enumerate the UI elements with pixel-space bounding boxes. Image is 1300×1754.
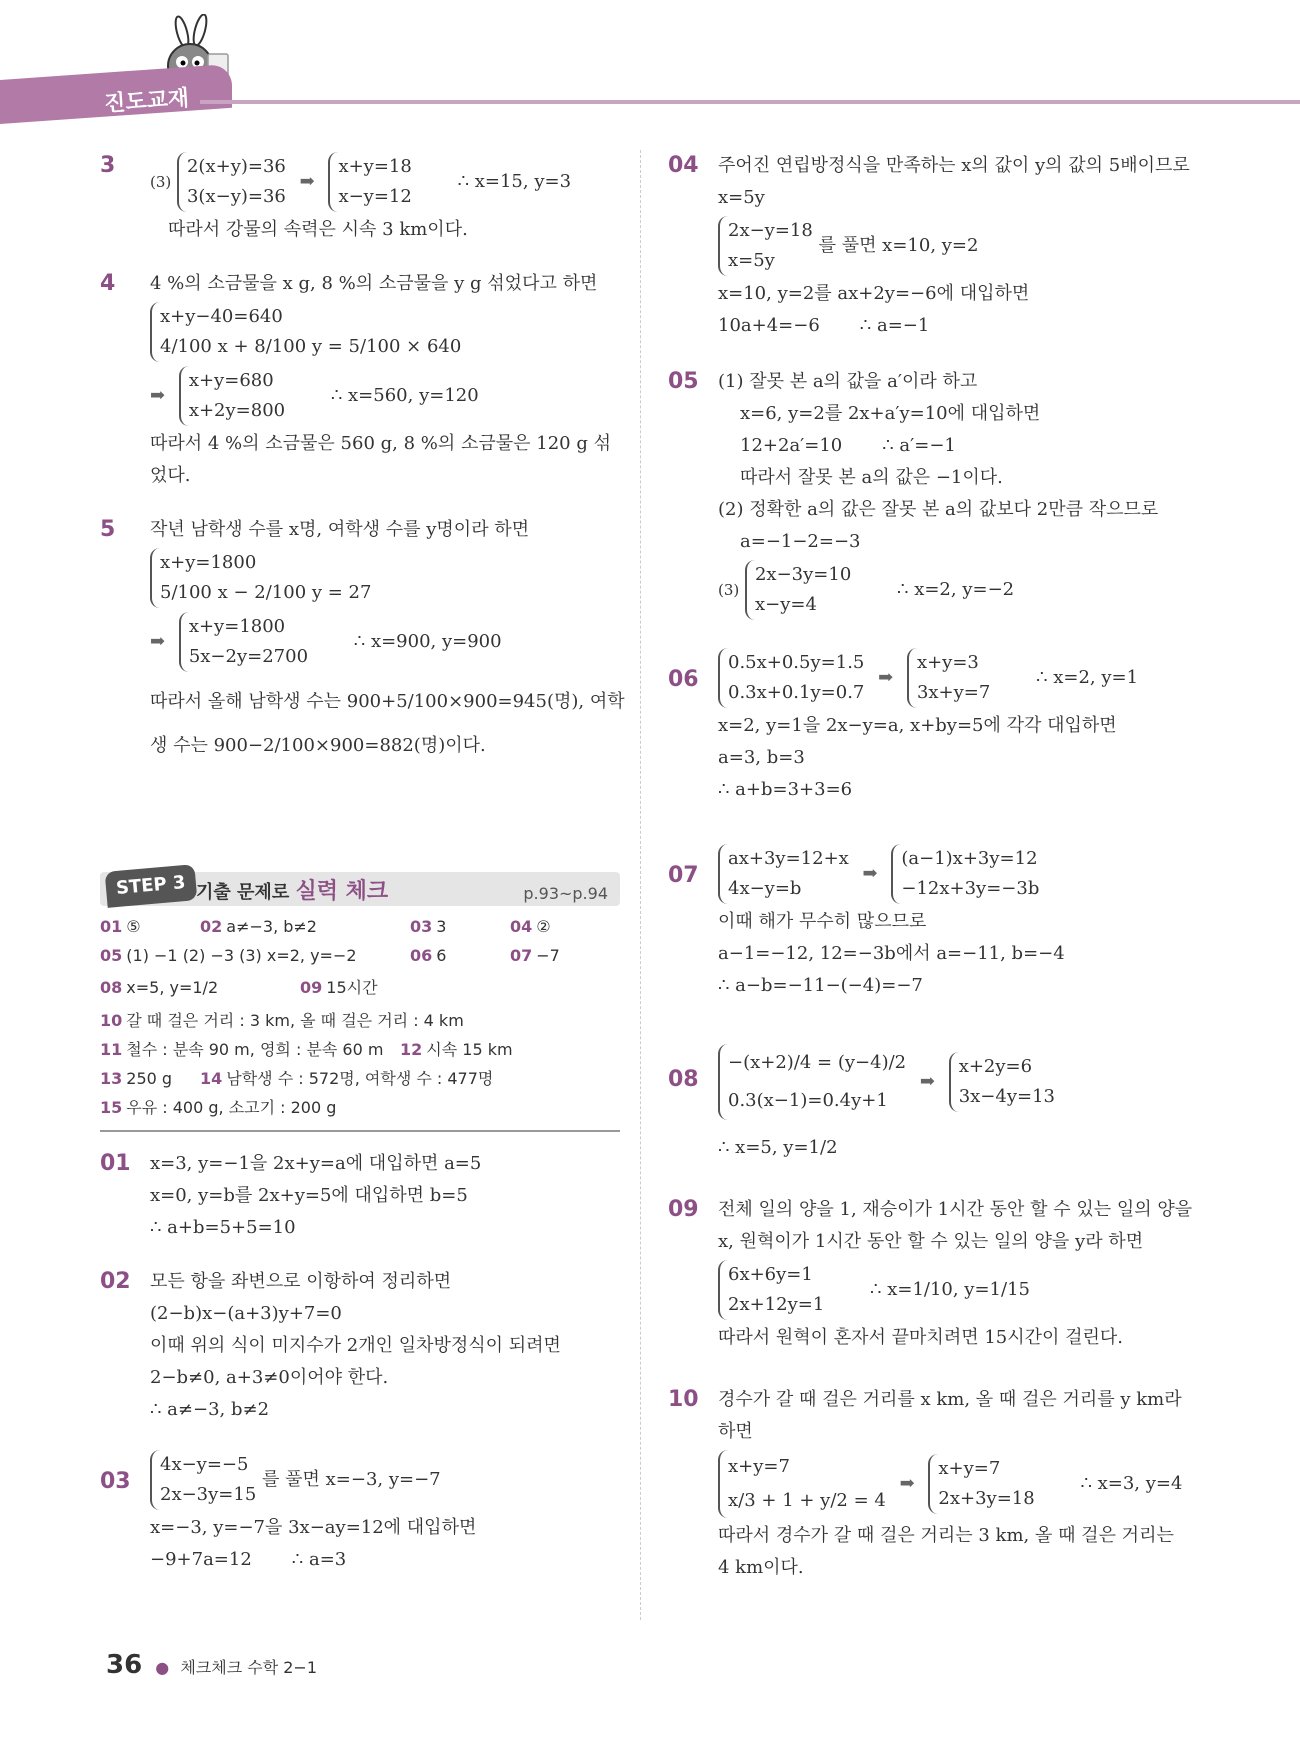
solution-line: 모든 항을 좌변으로 이항하여 정리하면 — [150, 1271, 452, 1292]
answer-value: x=5, y=1/2 — [126, 978, 219, 997]
solution-line: a−1=−12, 12=−3b에서 a=−11, b=−4 — [718, 943, 1065, 964]
answer-number: 01 — [100, 917, 123, 936]
left-column — [100, 150, 625, 1598]
equation: 5x−2y=2700 — [188, 646, 309, 667]
header-title: 진도교재 — [103, 86, 190, 117]
problem-number: 08 — [668, 1067, 699, 1092]
column-divider — [640, 150, 642, 1620]
step3-title — [196, 876, 388, 909]
equation-system — [718, 216, 813, 276]
answer-value: (1) −1 (2) −3 (3) x=2, y=−2 — [126, 946, 357, 965]
answer-value: 3 — [436, 917, 447, 936]
equation: x/3 + 1 + y/2 = 4 — [728, 1490, 886, 1511]
step3-title-highlight: 실력 체크 — [295, 879, 389, 904]
solution-line: x=5y — [718, 187, 765, 208]
arrow-right-icon: ➡ — [150, 631, 166, 652]
solution-line: 10a+4=−6 — [718, 315, 820, 336]
solution-line: (2) 정확한 a의 값은 잘못 본 a의 값보다 2만큼 작으므로 — [718, 499, 1159, 520]
solution-line: ∴ a+b=5+5=10 — [150, 1217, 296, 1238]
equation-system — [179, 366, 285, 426]
result: ∴ x=900, y=900 — [353, 631, 502, 652]
answer-number: 05 — [100, 946, 123, 965]
equation-system — [718, 648, 864, 708]
step3-badge: STEP 3 — [105, 864, 197, 908]
result: ∴ a=−1 — [859, 315, 930, 336]
solution-line: 4 km이다. — [718, 1557, 804, 1578]
equation: 2x−3y=10 — [754, 564, 852, 585]
problem-5 — [100, 514, 625, 762]
problem-number: 05 — [668, 369, 699, 394]
solution-line: 이때 해가 무수히 많으므로 — [718, 911, 927, 932]
book-title: 체크체크 수학 2−1 — [180, 1658, 318, 1677]
page-footer — [106, 1650, 317, 1680]
answer-number: 10 — [100, 1011, 123, 1030]
answer-number: 03 — [410, 917, 433, 936]
conclusion-text: 생 수는 900−2/100×900=882(명)이다. — [150, 735, 486, 756]
problem-number: 04 — [668, 153, 699, 178]
result: ∴ x=3, y=4 — [1080, 1473, 1183, 1494]
arrow-right-icon: ➡ — [899, 1473, 915, 1494]
solution-line: x=−3, y=−7을 3x−ay=12에 대입하면 — [150, 1517, 477, 1538]
result: ∴ x=560, y=120 — [330, 385, 479, 406]
result: ∴ x=15, y=3 — [457, 171, 572, 192]
intro-text: 4 %의 소금물을 x g, 8 %의 소금물을 y g 섞었다고 하면 — [150, 273, 598, 294]
equation: 3x−4y=13 — [958, 1086, 1055, 1107]
equation: 3(x−y)=36 — [186, 186, 286, 207]
result: ∴ x=5, y=1/2 — [718, 1137, 838, 1158]
solution-line: 전체 일의 양을 1, 재승이가 1시간 동안 할 수 있는 일의 양을 — [718, 1199, 1193, 1220]
question-09 — [668, 1194, 1193, 1354]
equation: 2x+3y=18 — [938, 1488, 1035, 1509]
result: ∴ x=2, y=−2 — [897, 579, 1015, 600]
equation: x+y−40=640 — [160, 306, 283, 327]
solution-line: 주어진 연립방정식을 만족하는 x의 값이 y의 값의 5배이므로 — [718, 155, 1190, 176]
conclusion-text: 따라서 4 %의 소금물은 560 g, 8 %의 소금물은 120 g 섞었다. — [150, 433, 611, 486]
question-01 — [100, 1148, 620, 1244]
equation: x−y=12 — [338, 186, 412, 207]
equation: x+y=18 — [338, 156, 412, 177]
equation: 2x−y=18 — [728, 220, 813, 241]
answer-row — [100, 941, 620, 970]
answer-value: 15시간 — [326, 978, 378, 997]
solution-line: ∴ a+b=3+3=6 — [718, 779, 853, 800]
answer-row — [100, 1093, 620, 1122]
equation-system — [179, 612, 308, 672]
page-header — [0, 0, 1300, 130]
equation: x+y=3 — [916, 652, 979, 673]
equation-system — [150, 302, 461, 362]
problem-4 — [100, 268, 620, 492]
intro-text: 작년 남학생 수를 x명, 여학생 수를 y명이라 하면 — [150, 519, 530, 540]
solution-text: 를 풀면 x=10, y=2 — [818, 235, 979, 256]
question-04 — [668, 150, 1188, 342]
question-03 — [100, 1448, 620, 1576]
problem-number: 10 — [668, 1387, 699, 1412]
result: ∴ a=3 — [291, 1549, 347, 1570]
equation: 4/100 x + 8/100 y = 5/100 × 640 — [160, 336, 462, 357]
question-05 — [668, 366, 1188, 622]
solution-line: ∴ a≠−3, b≠2 — [150, 1399, 270, 1420]
answer-row — [100, 1035, 620, 1064]
equation: 2x−3y=15 — [160, 1484, 257, 1505]
solution-line: x=2, y=1을 2x−y=a, x+by=5에 각각 대입하면 — [718, 715, 1117, 736]
equation: 4x−y=b — [728, 878, 802, 899]
answer-value: 시속 15 km — [426, 1040, 513, 1059]
problem-number: 01 — [100, 1151, 131, 1176]
solution-line: 하면 — [718, 1421, 753, 1442]
equation-system — [928, 1454, 1034, 1514]
answer-number: 04 — [510, 917, 533, 936]
question-02 — [100, 1266, 620, 1426]
solution-line: 따라서 원혁이 혼자서 끝마치려면 15시간이 걸린다. — [718, 1327, 1123, 1348]
equation-system — [328, 152, 411, 212]
equation: 6x+6y=1 — [728, 1264, 813, 1285]
equation: x+y=1800 — [188, 616, 286, 637]
equation-system — [150, 1450, 256, 1510]
arrow-right-icon: ➡ — [862, 863, 878, 884]
equation: (a−1)x+3y=12 — [901, 848, 1038, 869]
step3-pages: p.93~p.94 — [523, 884, 608, 903]
problem-number: 09 — [668, 1197, 699, 1222]
equation: ax+3y=12+x — [728, 848, 849, 869]
answer-number: 07 — [510, 946, 533, 965]
equation: 5/100 x − 2/100 y = 27 — [160, 582, 372, 603]
right-column — [668, 150, 1193, 1606]
answer-number: 13 — [100, 1069, 123, 1088]
answer-number: 06 — [410, 946, 433, 965]
solution-line: x=0, y=b를 2x+y=5에 대입하면 b=5 — [150, 1185, 468, 1206]
solution-line: (2−b)x−(a+3)y+7=0 — [150, 1303, 342, 1324]
header-line — [200, 100, 1300, 104]
sub-label: (3) — [718, 581, 740, 599]
solution-line: 2−b≠0, a+3≠0이어야 한다. — [150, 1367, 389, 1388]
equation-system — [949, 1052, 1055, 1112]
answer-row — [100, 1064, 620, 1093]
arrow-right-icon: ➡ — [150, 385, 166, 406]
equation: 0.3(x−1)=0.4y+1 — [728, 1090, 888, 1111]
result: ∴ x=1/10, y=1/15 — [870, 1279, 1030, 1300]
equation: x=5y — [728, 250, 775, 271]
solution-line: 12+2a′=10 — [740, 435, 843, 456]
equation: −(x+2)/4 = (y−4)/2 — [728, 1052, 907, 1073]
equation: x+y=7 — [728, 1456, 790, 1477]
equation-system — [891, 844, 1039, 904]
solution-line: 경수가 갈 때 걸은 거리를 x km, 올 때 걸은 거리를 y km라 — [718, 1389, 1182, 1410]
answer-value: 250 g — [126, 1069, 173, 1088]
equation: x+2y=6 — [958, 1056, 1033, 1077]
equation: x−y=4 — [754, 594, 817, 615]
solution-line: a=−1−2=−3 — [740, 531, 861, 552]
solution-line: 이때 위의 식이 미지수가 2개인 일차방정식이 되려면 — [150, 1335, 561, 1356]
equation: 0.5x+0.5y=1.5 — [728, 652, 865, 673]
answer-number: 02 — [200, 917, 223, 936]
answer-value: 6 — [436, 946, 447, 965]
problem-number: 5 — [100, 517, 116, 542]
equation: x+y=1800 — [160, 552, 257, 573]
step3-header — [100, 872, 620, 906]
result: ∴ x=2, y=1 — [1036, 667, 1139, 688]
equation: x+y=680 — [188, 370, 274, 391]
answer-value: 남학생 수 : 572명, 여학생 수 : 477명 — [226, 1069, 494, 1088]
problem-3 — [100, 150, 620, 246]
problem-number: 02 — [100, 1269, 131, 1294]
solution-line: 따라서 경수가 갈 때 걸은 거리는 3 km, 올 때 걸은 거리는 — [718, 1525, 1174, 1546]
answer-key — [100, 912, 620, 1132]
solution-line: x, 원혁이가 1시간 동안 할 수 있는 일의 양을 y라 하면 — [718, 1231, 1144, 1252]
answer-number: 15 — [100, 1098, 123, 1117]
problem-number: 07 — [668, 863, 699, 888]
solution-line: x=10, y=2를 ax+2y=−6에 대입하면 — [718, 283, 1030, 304]
answer-row — [100, 912, 620, 941]
answer-number: 12 — [400, 1040, 423, 1059]
bullet-icon: ● — [155, 1658, 170, 1677]
problem-number: 3 — [100, 153, 116, 178]
answer-number: 08 — [100, 978, 123, 997]
solution-line: ∴ a−b=−11−(−4)=−7 — [718, 975, 923, 996]
solution-line: 따라서 잘못 본 a의 값은 −1이다. — [740, 467, 1003, 488]
equation-system — [718, 1450, 886, 1518]
equation: −12x+3y=−3b — [901, 878, 1040, 899]
equation-system — [718, 1044, 906, 1120]
question-08 — [668, 1042, 1188, 1164]
answer-row — [100, 970, 620, 1006]
solution-line: (1) 잘못 본 a의 값을 a′이라 하고 — [718, 371, 978, 392]
answer-value: a≠−3, b≠2 — [226, 917, 317, 936]
equation: 0.3x+0.1y=0.7 — [728, 682, 865, 703]
answer-value: ⑤ — [126, 917, 141, 936]
solution-text: 를 풀면 x=−3, y=−7 — [262, 1469, 441, 1490]
answer-value: −7 — [536, 946, 560, 965]
arrow-right-icon: ➡ — [878, 667, 894, 688]
result: ∴ a′=−1 — [882, 435, 956, 456]
answer-value: 우유 : 400 g, 소고기 : 200 g — [126, 1098, 337, 1117]
answer-value: 갈 때 걸은 거리 : 3 km, 올 때 걸은 거리 : 4 km — [126, 1011, 464, 1030]
equation: 4x−y=−5 — [160, 1454, 249, 1475]
arrow-right-icon: ➡ — [919, 1071, 935, 1092]
page-number: 36 — [106, 1650, 143, 1680]
problem-number: 06 — [668, 667, 699, 692]
question-07 — [668, 842, 1188, 1002]
answer-number: 09 — [300, 978, 323, 997]
problem-number: 03 — [100, 1469, 131, 1494]
question-06 — [668, 646, 1188, 806]
answer-value: 철수 : 분속 90 m, 영희 : 분속 60 m — [126, 1040, 384, 1059]
answer-number: 11 — [100, 1040, 123, 1059]
arrow-right-icon: ➡ — [299, 171, 315, 192]
equation-system — [907, 648, 990, 708]
conclusion-text: 따라서 올해 남학생 수는 900+5/100×900=945(명), 여학 — [150, 691, 625, 712]
solution-line: x=6, y=2를 2x+a′y=10에 대입하면 — [740, 403, 1041, 424]
equation-system — [718, 844, 849, 904]
equation: 3x+y=7 — [916, 682, 991, 703]
equation-system — [745, 560, 851, 620]
answer-value: ② — [536, 917, 551, 936]
sub-label: (3) — [150, 173, 172, 191]
conclusion-text: 따라서 강물의 속력은 시속 3 km이다. — [168, 219, 468, 240]
question-10 — [668, 1384, 1188, 1584]
equation-system — [150, 548, 371, 608]
equation: x+y=7 — [938, 1458, 1001, 1479]
equation-system — [718, 1260, 824, 1320]
solution-line: −9+7a=12 — [150, 1549, 252, 1570]
problem-number: 4 — [100, 271, 116, 296]
equation-system — [177, 152, 286, 212]
answer-number: 14 — [200, 1069, 223, 1088]
step3-title-prefix: 기출 문제로 — [196, 882, 290, 903]
solution-line: x=3, y=−1을 2x+y=a에 대입하면 a=5 — [150, 1153, 482, 1174]
answer-row — [100, 1006, 620, 1035]
solution-line: a=3, b=3 — [718, 747, 805, 768]
equation: 2x+12y=1 — [728, 1294, 825, 1315]
equation: 2(x+y)=36 — [186, 156, 286, 177]
step3-section — [100, 872, 620, 1132]
equation: x+2y=800 — [188, 400, 286, 421]
